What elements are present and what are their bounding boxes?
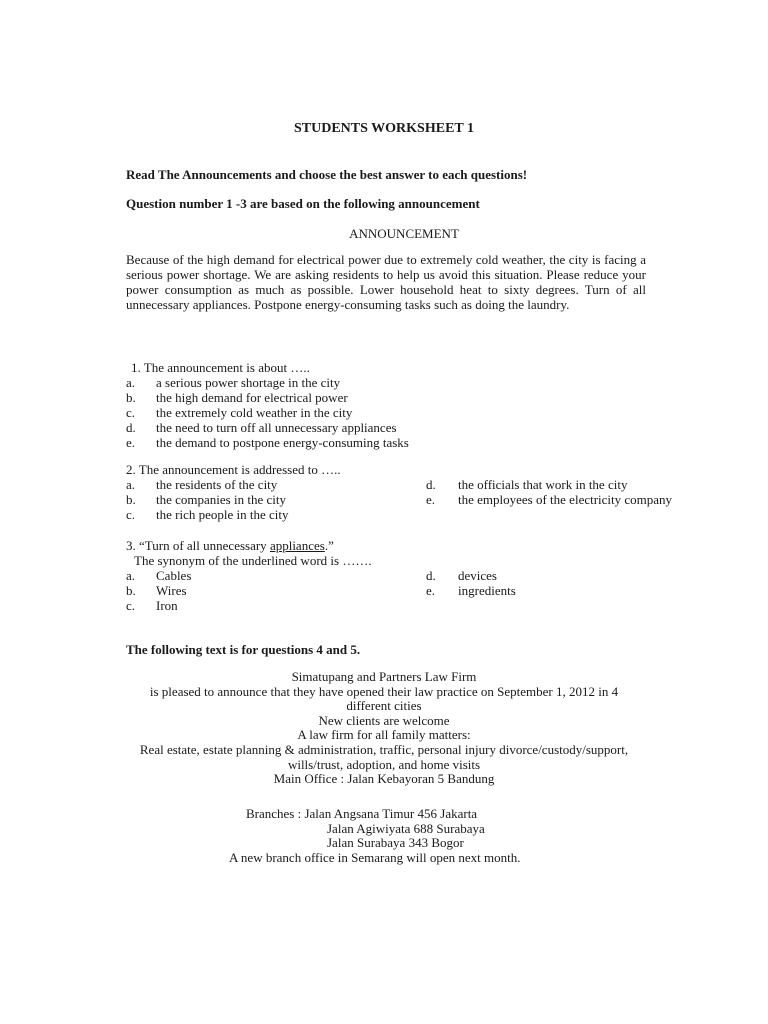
option-text: the residents of the city xyxy=(156,477,278,492)
option-letter: b. xyxy=(126,583,136,598)
option-text: devices xyxy=(458,568,497,583)
option-text: the employees of the electricity company xyxy=(458,492,673,507)
option-letter: c. xyxy=(126,598,136,613)
law-firm-line: Simatupang and Partners Law Firm xyxy=(291,669,477,684)
question-2-option-c[interactable] xyxy=(126,507,726,522)
question-1-option-d[interactable] xyxy=(126,420,726,435)
question-2-text: 2. The announcement is addressed to ….. xyxy=(126,462,341,477)
announcement-heading: ANNOUNCEMENT xyxy=(349,226,459,241)
question-1 xyxy=(126,360,726,450)
question-2-option-e[interactable] xyxy=(426,492,726,507)
law-firm-line: different cities xyxy=(346,698,422,714)
option-letter: a. xyxy=(126,568,136,583)
option-text: ingredients xyxy=(458,583,516,598)
question-1-option-e[interactable] xyxy=(126,435,726,450)
option-text: the rich people in the city xyxy=(156,507,289,522)
law-firm-line: wills/trust, adoption, and home visits xyxy=(287,756,481,772)
option-letter: c. xyxy=(126,405,136,420)
branch-line: Jalan Agiwiyata 688 Surabaya xyxy=(327,820,485,836)
question-3 xyxy=(126,538,726,613)
underlined-word: appliances xyxy=(269,538,325,553)
law-firm-line: is pleased to announce that they have opened their law practice on September 1, 2012 in 4 xyxy=(149,683,619,699)
option-text: the officials that work in the city xyxy=(458,477,628,492)
question-3-subquestion: The synonym of the underlined word is ……. xyxy=(134,553,372,568)
question-2 xyxy=(126,462,726,522)
option-letter: b. xyxy=(126,390,136,405)
law-firm-notice xyxy=(0,670,768,787)
option-letter: e. xyxy=(426,583,436,598)
question-1-text: 1. The announcement is about ….. xyxy=(131,360,310,375)
instruction: Read The Announcements and choose the best answer to each questions! xyxy=(126,167,528,182)
option-letter: b. xyxy=(126,492,136,507)
closing-line: A new branch office in Semarang will open next month. xyxy=(229,849,521,865)
question-3-option-e[interactable] xyxy=(426,583,726,598)
law-firm-line: Real estate, estate planning & administration, traffic, personal injury divorce/custody/support, xyxy=(139,741,629,757)
page-title: STUDENTS WORKSHEET 1 xyxy=(294,121,474,136)
law-firm-line: Main Office : Jalan Kebayoran 5 Bandung xyxy=(273,771,495,787)
announcement-text: Because of the high demand for electrical power due to extremely cold weather, the city is facing a serious power shortage. We are asking residents to help us avoid this situation. Please reduce your power consumption as much as possible. Lower household heat to sixty degrees. Turn of all unnecessary appliances. Postpone energy-consuming tasks such as doing the laundry. xyxy=(126,252,646,312)
branch-line: Jalan Surabaya 343 Bogor xyxy=(327,835,464,851)
question-2-option-d[interactable] xyxy=(426,477,726,492)
option-text: Wires xyxy=(156,583,187,598)
option-letter: d. xyxy=(426,477,436,492)
option-letter: c. xyxy=(126,507,136,522)
option-text: the extremely cold weather in the city xyxy=(156,405,353,420)
law-firm-line: A law firm for all family matters: xyxy=(297,727,471,743)
option-letter: d. xyxy=(126,420,136,435)
option-text: the high demand for electrical power xyxy=(156,390,348,405)
question-1-option-c[interactable] xyxy=(126,405,726,420)
section2-heading: The following text is for questions 4 and 5. xyxy=(126,642,361,657)
section1-heading: Question number 1 -3 are based on the following announcement xyxy=(126,196,480,211)
question-3-option-d[interactable] xyxy=(426,568,726,583)
question-3-suffix: .” xyxy=(324,538,334,553)
option-letter: e. xyxy=(426,492,436,507)
question-3-option-c[interactable] xyxy=(126,598,726,613)
option-text: the demand to postpone energy-consuming tasks xyxy=(156,435,409,450)
option-text: a serious power shortage in the city xyxy=(156,375,341,390)
option-letter: e. xyxy=(126,435,136,450)
question-1-option-a[interactable] xyxy=(126,375,726,390)
option-letter: a. xyxy=(126,375,136,390)
option-text: Iron xyxy=(156,598,178,613)
option-text: the companies in the city xyxy=(156,492,286,507)
question-3-text xyxy=(126,538,726,553)
question-3-prefix: 3. “Turn of all unnecessary xyxy=(126,538,270,553)
option-letter: d. xyxy=(426,568,436,583)
law-firm-line: New clients are welcome xyxy=(318,712,450,728)
option-text: Cables xyxy=(156,568,192,583)
branches-label: Branches : Jalan Angsana Timur 456 Jakarta xyxy=(246,806,478,821)
law-firm-branches xyxy=(0,807,768,865)
option-text: the need to turn off all unnecessary appliances xyxy=(156,420,397,435)
option-letter: a. xyxy=(126,477,136,492)
question-1-option-b[interactable] xyxy=(126,390,726,405)
